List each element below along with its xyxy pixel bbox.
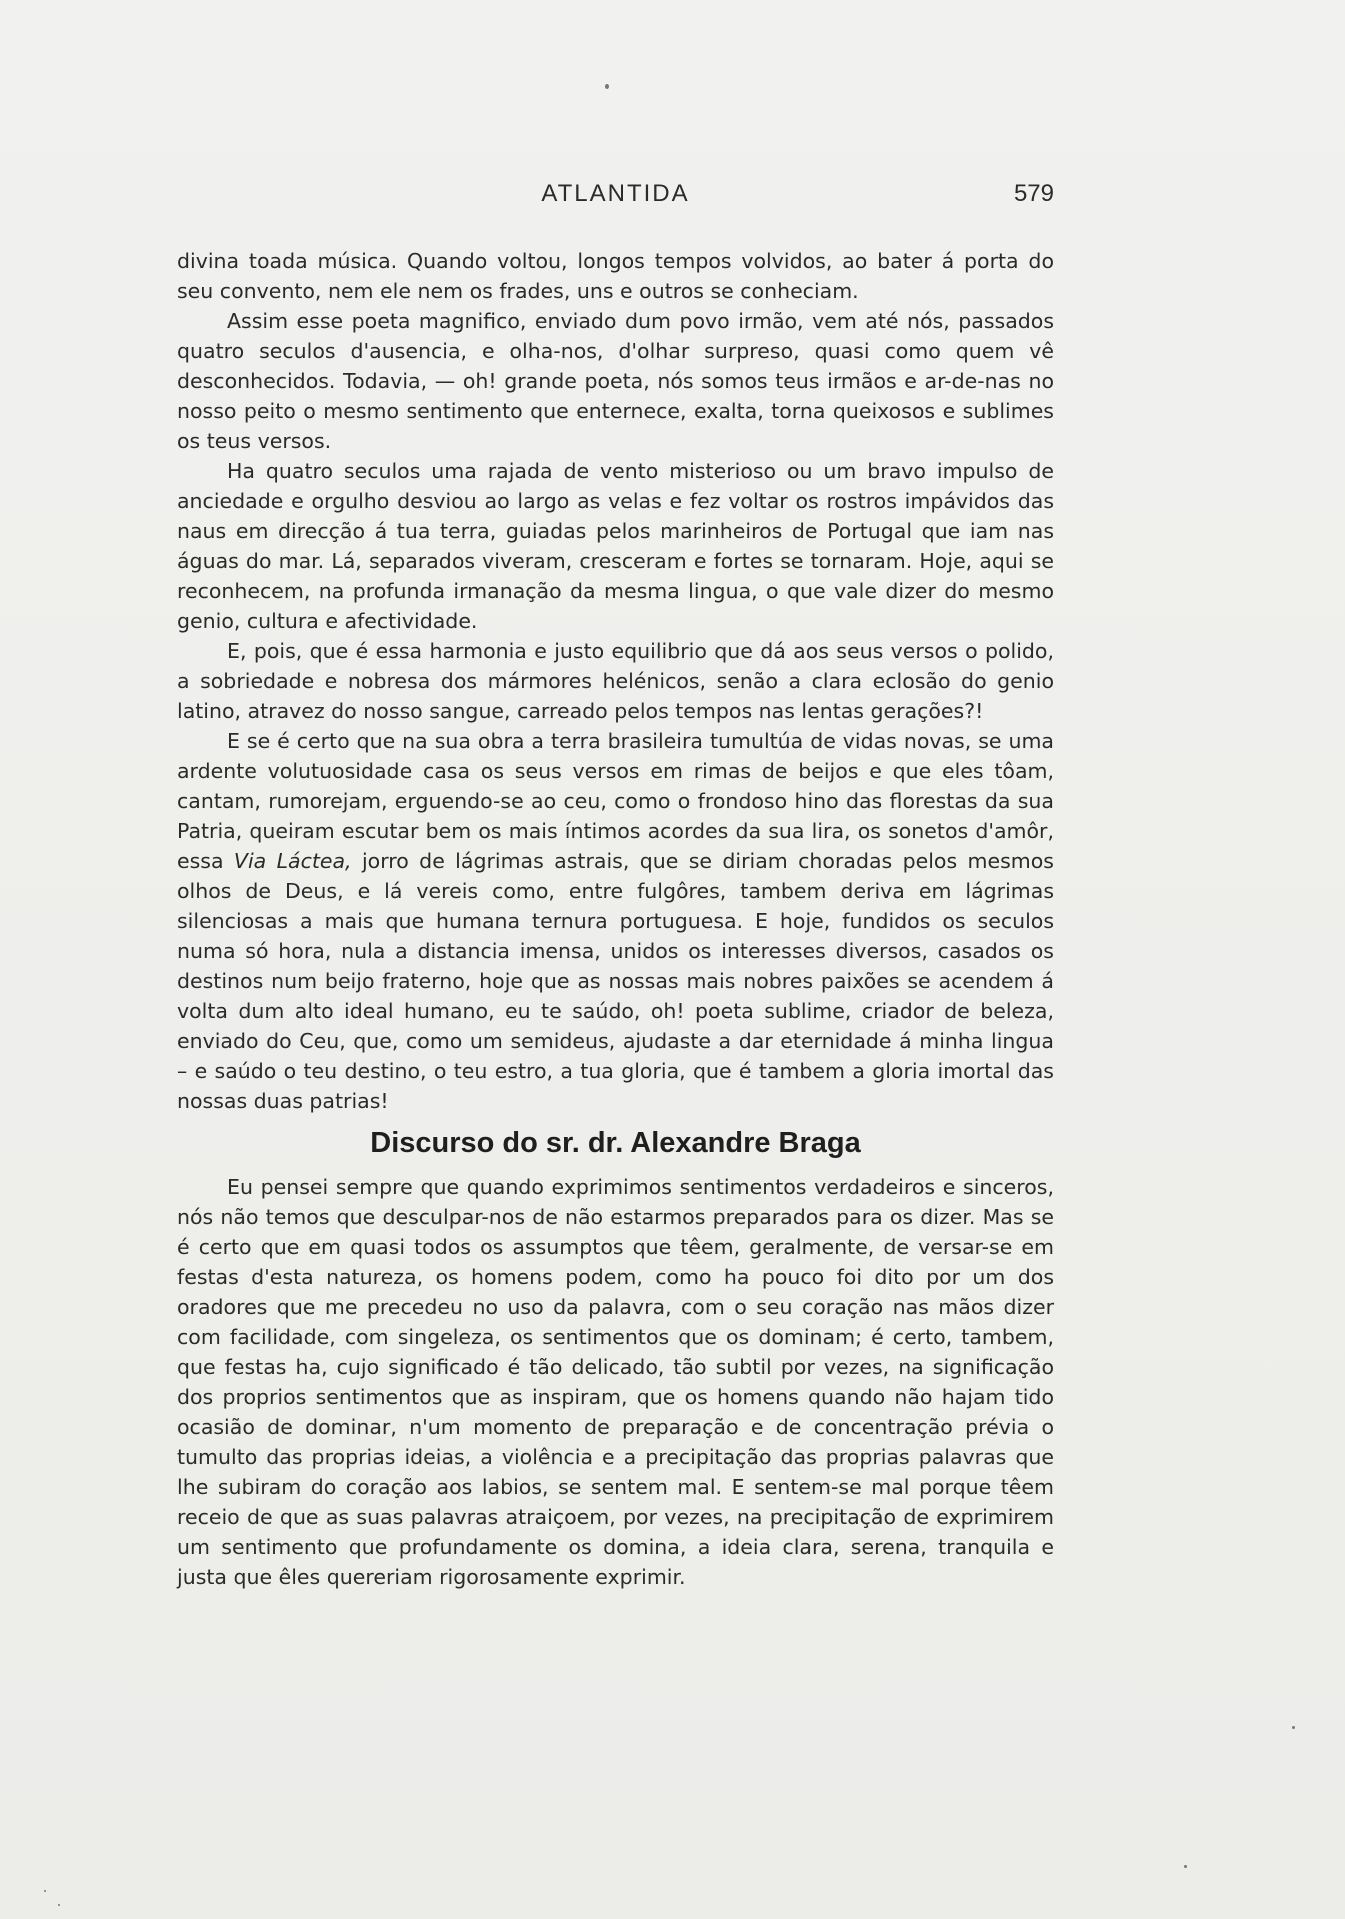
running-head xyxy=(177,180,1054,214)
paragraph-text-after-italic: jorro de lágrimas astrais, que se diriam choradas pelos mesmos olhos de Deus, e lá vereis como, entre fulgôres, tambem deriva em lágrimas silenciosas a mais que humana ternura portuguesa. E hoje, fundidos os seculos numa só hora, nula a distancia imensa, unidos os interesses diversos, casados os destinos num beijo fraterno, hoje que as nossas mais nobres paixões se acendem á volta dum alto ideal humano, eu te saúdo, oh! poeta sublime, criador de beleza, enviado do Ceu, que, como um semideus, ajudaste a dar eternidade á minha lingua – e saúdo o teu destino, o teu estro, a tua gloria, que é tambem a gloria imortal das nossas duas patrias! xyxy=(177,849,1054,1113)
paragraph: Assim esse poeta magnifico, enviado dum povo irmão, vem até nós, passados quatro seculos d'ausencia, e olha-nos, d'olhar surpreso, quasi como quem vê desconhecidos. Todavia, — oh! grande poeta, nós somos teus irmãos e ar-de-nas no nosso peito o mesmo sentimento que enternece, exalta, torna queixosos e sublimes os teus versos. xyxy=(177,309,1054,453)
journal-name: ATLANTIDA xyxy=(541,180,690,207)
speech-heading: Discurso do sr. dr. Alexandre Braga xyxy=(370,1127,861,1159)
paragraph-text-before-italic: E se é certo que na sua obra a terra brasileira tumultúa de vidas novas, se uma ardente volutuosidade casa os seus versos em rimas de beijos e que eles tôam, cantam, rumorejam, erguendo-se ao ceu, como o frondoso hino das florestas da sua Patria, queiram escutar bem os mais íntimos acordes da sua lira, os sonetos d'amôr, essa xyxy=(177,729,1054,873)
ink-speck xyxy=(1184,1865,1187,1868)
ink-speck xyxy=(58,1904,60,1906)
ink-speck xyxy=(1292,1726,1295,1729)
paragraph: E, pois, que é essa harmonia e justo equilibrio que dá aos seus versos o polido, a sobriedade e nobresa dos mármores helénicos, senão a clara eclosão do genio latino, atravez do nosso sangue, carreado pelos tempos nas lentas gerações?! xyxy=(177,639,1054,723)
ink-speck xyxy=(605,84,609,89)
paragraph-continued: divina toada música. Quando voltou, longos tempos volvidos, ao bater á porta do seu convento, nem ele nem os frades, uns e outros se conheciam. xyxy=(177,249,1054,303)
paragraph: Ha quatro seculos uma rajada de vento misterioso ou um bravo impulso de anciedade e orgulho desviou ao largo as velas e fez voltar os rostros impávidos das naus em direcção á tua terra, guiadas pelos marinheiros de Portugal que iam nas águas do mar. Lá, separados viveram, cresceram e fortes se tornaram. Hoje, aqui se reconhecem, na profunda irmanação da mesma lingua, o que vale dizer do mesmo genio, cultura e afectividade. xyxy=(177,459,1054,633)
speech-paragraph: Eu pensei sempre que quando exprimimos sentimentos verdadeiros e sinceros, nós não temos que desculpar-nos de não estarmos preparados para os dizer. Mas se é certo que em quasi todos os assumptos que têem, geralmente, de versar-se em festas d'esta natureza, os homens podem, como ha pouco foi dito por um dos oradores que me precedeu no uso da palavra, com o seu coração nas mãos dizer com facilidade, com singeleza, os sentimentos que os dominam; é certo, tambem, que festas ha, cujo significado é tão delicado, tão subtil por vezes, na significação dos proprios sentimentos que as inspiram, que os homens quando não hajam tido ocasião de dominar, n'um momento de preparação e de concentração prévia o tumulto das proprias ideias, a violência e a precipitação das proprias palavras que lhe subiram do coração aos labios, se sentem mal. E sentem-se mal porque têem receio de que as suas palavras atraiçoem, por vezes, na precipitação de exprimirem um sentimento que profundamente os domina, a ideia clara, serena, tranquila e justa que êles quereriam rigorosamente exprimir. xyxy=(177,1175,1054,1589)
italic-title-via-lactea: Via Láctea, xyxy=(233,849,352,873)
ink-speck xyxy=(44,1890,46,1892)
page-number: 579 xyxy=(1013,180,1054,207)
article-body xyxy=(177,246,1054,1592)
paragraph-with-italic xyxy=(177,726,1054,1116)
